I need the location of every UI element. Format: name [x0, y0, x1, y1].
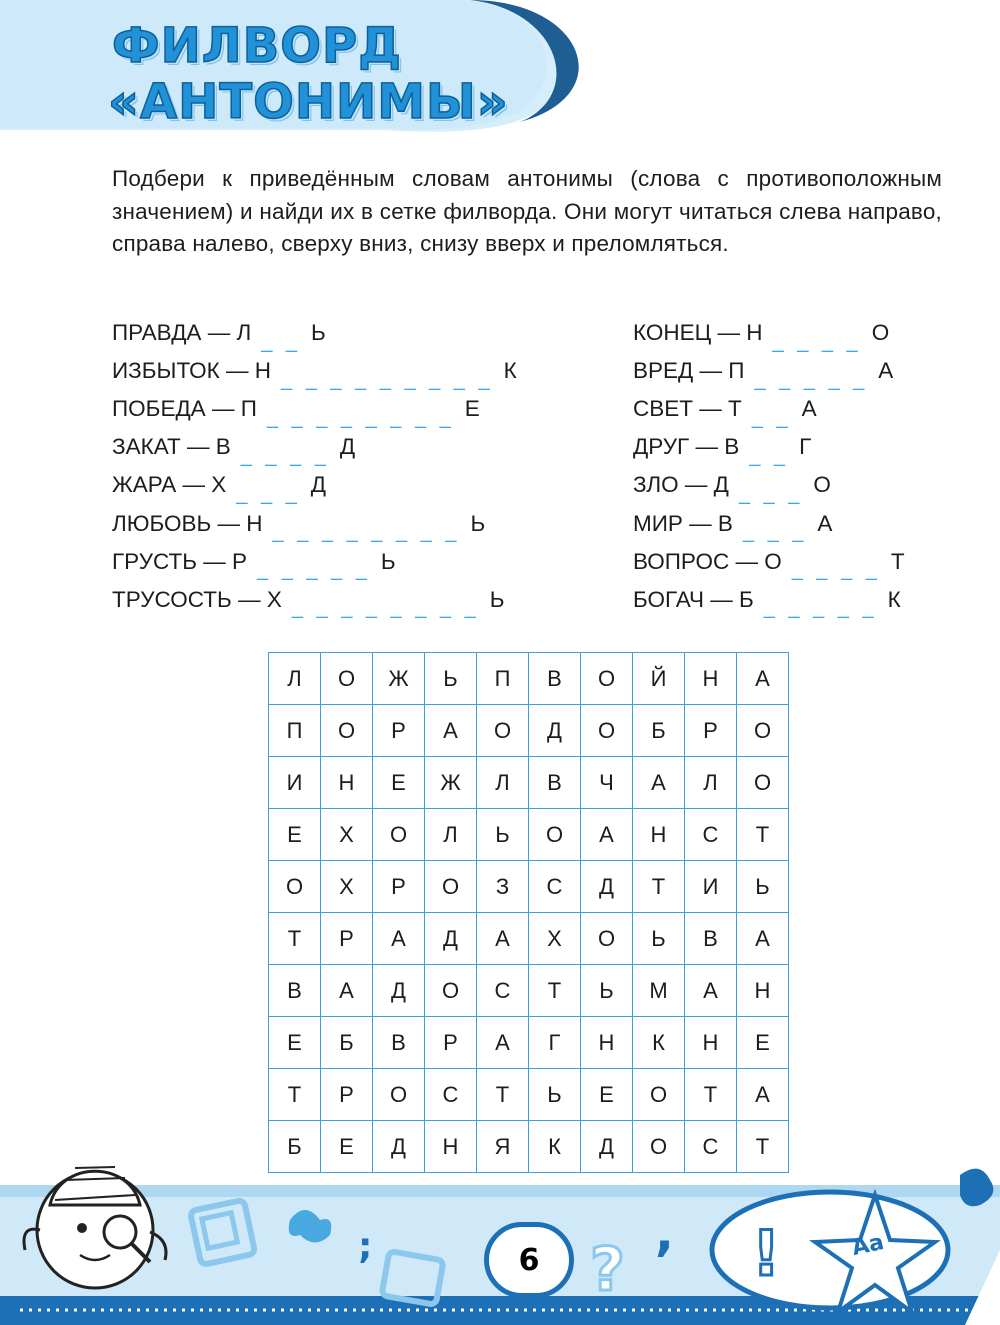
grid-cell[interactable]: С	[685, 1121, 737, 1173]
grid-cell[interactable]: Д	[373, 1121, 425, 1173]
grid-cell[interactable]: А	[685, 965, 737, 1017]
grid-cell[interactable]: Н	[425, 1121, 477, 1173]
grid-cell[interactable]: В	[373, 1017, 425, 1069]
clue-last-letter: Ь	[311, 320, 326, 346]
clue-item	[112, 581, 517, 619]
grid-cell[interactable]: А	[321, 965, 373, 1017]
grid-cell[interactable]: Н	[685, 1017, 737, 1069]
grid-cell[interactable]: Т	[529, 965, 581, 1017]
answer-blanks: _ _ _ _ _ _ _ _ _	[281, 368, 494, 391]
grid-cell[interactable]: Р	[373, 861, 425, 913]
clue-item	[633, 428, 905, 466]
grid-cell[interactable]: Д	[425, 913, 477, 965]
clue-last-letter: Д	[310, 472, 327, 498]
grid-cell[interactable]: С	[685, 809, 737, 861]
clue-item	[112, 428, 517, 466]
clue-item	[633, 581, 905, 619]
grid-cell[interactable]: О	[633, 1069, 685, 1121]
grid-cell[interactable]: О	[529, 809, 581, 861]
clue-last-letter: А	[878, 358, 894, 384]
grid-row	[269, 705, 789, 757]
grid-cell[interactable]: Д	[581, 1121, 633, 1173]
grid-cell[interactable]: Т	[737, 809, 789, 861]
clue-word: ИЗБЫТОК — Н	[112, 358, 272, 384]
clue-item	[633, 504, 905, 542]
answer-blanks: _ _ _ _	[772, 330, 862, 353]
grid-cell[interactable]: Х	[321, 861, 373, 913]
answer-blanks: _ _	[261, 330, 302, 353]
grid-cell[interactable]: О	[269, 861, 321, 913]
grid-cell[interactable]: Б	[269, 1121, 321, 1173]
answer-blanks: _ _ _ _ _ _ _ _	[291, 597, 480, 620]
clue-last-letter: А	[817, 510, 833, 536]
clue-word: ВРЕД — П	[633, 358, 745, 384]
clue-word: ЛЮБОВЬ — Н	[112, 510, 263, 536]
grid-cell[interactable]: А	[477, 1017, 529, 1069]
grid-cell[interactable]: Р	[321, 1069, 373, 1121]
grid-cell[interactable]: О	[477, 705, 529, 757]
clue-item	[633, 390, 905, 428]
grid-cell[interactable]: Н	[321, 757, 373, 809]
clue-item	[112, 314, 517, 352]
grid-cell[interactable]: И	[685, 861, 737, 913]
answer-blanks: _ _	[751, 406, 792, 429]
grid-cell[interactable]: Е	[581, 1069, 633, 1121]
grid-cell[interactable]: Ч	[581, 757, 633, 809]
answer-blanks: _ _ _ _ _	[763, 597, 878, 620]
clue-item	[633, 466, 905, 504]
grid-cell[interactable]: Я	[477, 1121, 529, 1173]
grid-cell[interactable]: Ь	[477, 809, 529, 861]
answer-blanks: _ _	[749, 444, 790, 467]
instructions-paragraph: Подбери к приведённым словам антонимы (слова с противоположным значением) и найди их в сетке филворда. Они могут читаться слева направо, справа налево, сверху вниз, снизу вверх и преломляться.	[112, 166, 942, 256]
grid-cell[interactable]: Е	[269, 809, 321, 861]
clue-word: ВОПРОС — О	[633, 548, 782, 574]
grid-cell[interactable]: А	[633, 757, 685, 809]
grid-cell[interactable]: Д	[581, 861, 633, 913]
clue-last-letter: Г	[799, 434, 812, 460]
grid-cell[interactable]: А	[477, 913, 529, 965]
grid-row	[269, 1069, 789, 1121]
clue-item	[633, 314, 905, 352]
answer-blanks: _ _ _	[742, 521, 808, 544]
clue-last-letter: О	[871, 320, 890, 346]
clue-word: МИР — В	[633, 510, 733, 536]
grid-cell[interactable]: О	[373, 1069, 425, 1121]
page-title-line-2: «АНТОНИМЫ»	[108, 74, 509, 130]
clue-last-letter: О	[813, 472, 831, 498]
clue-last-letter: Ь	[470, 510, 486, 536]
grid-row	[269, 757, 789, 809]
answer-blanks: _ _ _	[738, 482, 804, 505]
svg-text:!: !	[752, 1217, 781, 1290]
clue-item	[633, 352, 905, 390]
clue-item	[112, 352, 517, 390]
grid-cell[interactable]: Ж	[373, 653, 425, 705]
answer-blanks: _ _ _ _ _ _ _ _	[266, 406, 455, 429]
grid-cell[interactable]: С	[529, 861, 581, 913]
grid-cell[interactable]: Х	[321, 809, 373, 861]
answer-blanks: _ _ _ _ _	[257, 559, 371, 582]
grid-cell[interactable]: Т	[269, 1069, 321, 1121]
grid-cell[interactable]: Т	[737, 1121, 789, 1173]
clue-last-letter: Ь	[380, 548, 396, 574]
grid-cell[interactable]: Ь	[633, 913, 685, 965]
clue-word: ДРУГ — В	[633, 434, 740, 460]
grid-cell[interactable]: Н	[581, 1017, 633, 1069]
grid-cell[interactable]: Й	[633, 653, 685, 705]
grid-cell[interactable]: Л	[685, 757, 737, 809]
grid-cell[interactable]: О	[321, 705, 373, 757]
grid-cell[interactable]: О	[373, 809, 425, 861]
grid-cell[interactable]: Т	[477, 1069, 529, 1121]
clue-item	[112, 466, 517, 504]
grid-row	[269, 653, 789, 705]
grid-cell[interactable]: Х	[529, 913, 581, 965]
grid-cell[interactable]: Д	[373, 965, 425, 1017]
clue-word: СВЕТ — Т	[633, 396, 742, 422]
clue-item	[112, 504, 517, 542]
grid-row	[269, 1121, 789, 1173]
grid-cell[interactable]: Ь	[581, 965, 633, 1017]
grid-cell[interactable]: Н	[685, 653, 737, 705]
answer-blanks: _ _ _ _ _	[754, 368, 869, 391]
grid-cell[interactable]: М	[633, 965, 685, 1017]
clue-last-letter: К	[887, 586, 901, 612]
grid-cell[interactable]: О	[737, 705, 789, 757]
clue-word: БОГАЧ — Б	[633, 586, 754, 612]
grid-cell[interactable]: О	[425, 861, 477, 913]
clue-word: ПОБЕДА — П	[112, 396, 257, 422]
grid-cell[interactable]: Т	[685, 1069, 737, 1121]
grid-cell[interactable]: А	[425, 705, 477, 757]
grid-cell[interactable]: Л	[269, 653, 321, 705]
grid-cell[interactable]: О	[321, 653, 373, 705]
clue-word: ПРАВДА — Л	[112, 320, 252, 346]
grid-row	[269, 965, 789, 1017]
grid-cell[interactable]: П	[477, 653, 529, 705]
grid-cell[interactable]: Ь	[529, 1069, 581, 1121]
clue-last-letter: К	[503, 358, 517, 384]
page-number: 6	[484, 1222, 574, 1298]
clue-word: КОНЕЦ — Н	[633, 320, 763, 346]
clue-last-letter: Ь	[489, 586, 505, 612]
grid-row	[269, 1017, 789, 1069]
grid-cell[interactable]: В	[529, 757, 581, 809]
grid-cell[interactable]: Ь	[425, 653, 477, 705]
clue-item	[112, 543, 517, 581]
grid-cell[interactable]: А	[737, 1069, 789, 1121]
answer-blanks: _ _ _ _	[791, 559, 881, 582]
grid-cell[interactable]: С	[425, 1069, 477, 1121]
grid-cell[interactable]: Л	[425, 809, 477, 861]
grid-cell[interactable]: О	[425, 965, 477, 1017]
grid-cell[interactable]: В	[269, 965, 321, 1017]
grid-cell[interactable]: А	[737, 913, 789, 965]
grid-cell[interactable]: Л	[477, 757, 529, 809]
grid-cell[interactable]: З	[477, 861, 529, 913]
grid-cell[interactable]: Т	[633, 861, 685, 913]
clue-last-letter: Е	[464, 396, 480, 422]
grid-cell[interactable]: Н	[633, 809, 685, 861]
deco-star-label: Аа	[849, 1229, 887, 1262]
grid-cell[interactable]: Р	[321, 913, 373, 965]
grid-cell[interactable]: Е	[321, 1121, 373, 1173]
grid-row	[269, 913, 789, 965]
svg-text:,: ,	[655, 1204, 674, 1262]
clue-item	[633, 543, 905, 581]
grid-cell[interactable]: А	[581, 809, 633, 861]
grid-row	[269, 809, 789, 861]
grid-cell[interactable]: Д	[529, 705, 581, 757]
grid-cell[interactable]: Р	[685, 705, 737, 757]
grid-cell[interactable]: Е	[269, 1017, 321, 1069]
clue-word: ЖАРА — Х	[112, 472, 227, 498]
grid-cell[interactable]: В	[529, 653, 581, 705]
grid-cell[interactable]: Р	[425, 1017, 477, 1069]
grid-row	[269, 861, 789, 913]
grid-cell[interactable]: А	[373, 913, 425, 965]
clue-column-left	[112, 314, 517, 619]
grid-cell[interactable]: О	[581, 913, 633, 965]
grid-cell[interactable]: О	[633, 1121, 685, 1173]
svg-text:?: ?	[590, 1235, 625, 1305]
grid-cell[interactable]: О	[581, 705, 633, 757]
clue-item	[112, 390, 517, 428]
grid-cell[interactable]: О	[737, 757, 789, 809]
grid-cell[interactable]: Р	[373, 705, 425, 757]
grid-cell[interactable]: Г	[529, 1017, 581, 1069]
answer-blanks: _ _ _ _ _ _ _ _	[272, 521, 461, 544]
clue-last-letter: Д	[339, 434, 356, 460]
grid-cell[interactable]: А	[737, 653, 789, 705]
clue-column-right	[633, 314, 905, 619]
grid-cell[interactable]: Е	[737, 1017, 789, 1069]
grid-cell[interactable]: Б	[633, 705, 685, 757]
clue-word: ГРУСТЬ — Р	[112, 548, 248, 574]
svg-text:;: ;	[358, 1226, 373, 1267]
grid-cell[interactable]: И	[269, 757, 321, 809]
word-search-grid	[268, 652, 789, 1173]
grid-cell[interactable]: В	[685, 913, 737, 965]
clue-word: ЗАКАТ — В	[112, 434, 231, 460]
clue-word: ЗЛО — Д	[633, 472, 729, 498]
grid-cell[interactable]: К	[633, 1017, 685, 1069]
answer-blanks: _ _ _	[236, 482, 301, 505]
clue-word: ТРУСОСТЬ — Х	[112, 586, 282, 612]
page-title-line-1: ФИЛВОРД	[112, 18, 402, 74]
grid-cell[interactable]: С	[477, 965, 529, 1017]
clue-last-letter: А	[801, 396, 817, 422]
answer-blanks: _ _ _ _	[240, 444, 330, 467]
grid-table	[268, 652, 789, 1173]
grid-cell[interactable]: К	[529, 1121, 581, 1173]
clue-last-letter: Т	[890, 548, 905, 574]
grid-cell[interactable]: Н	[737, 965, 789, 1017]
grid-cell[interactable]: Е	[373, 757, 425, 809]
grid-cell[interactable]: Ь	[737, 861, 789, 913]
grid-cell[interactable]: Ж	[425, 757, 477, 809]
grid-cell[interactable]: Б	[321, 1017, 373, 1069]
grid-cell[interactable]: Т	[269, 913, 321, 965]
grid-cell[interactable]: О	[581, 653, 633, 705]
grid-cell[interactable]: П	[269, 705, 321, 757]
